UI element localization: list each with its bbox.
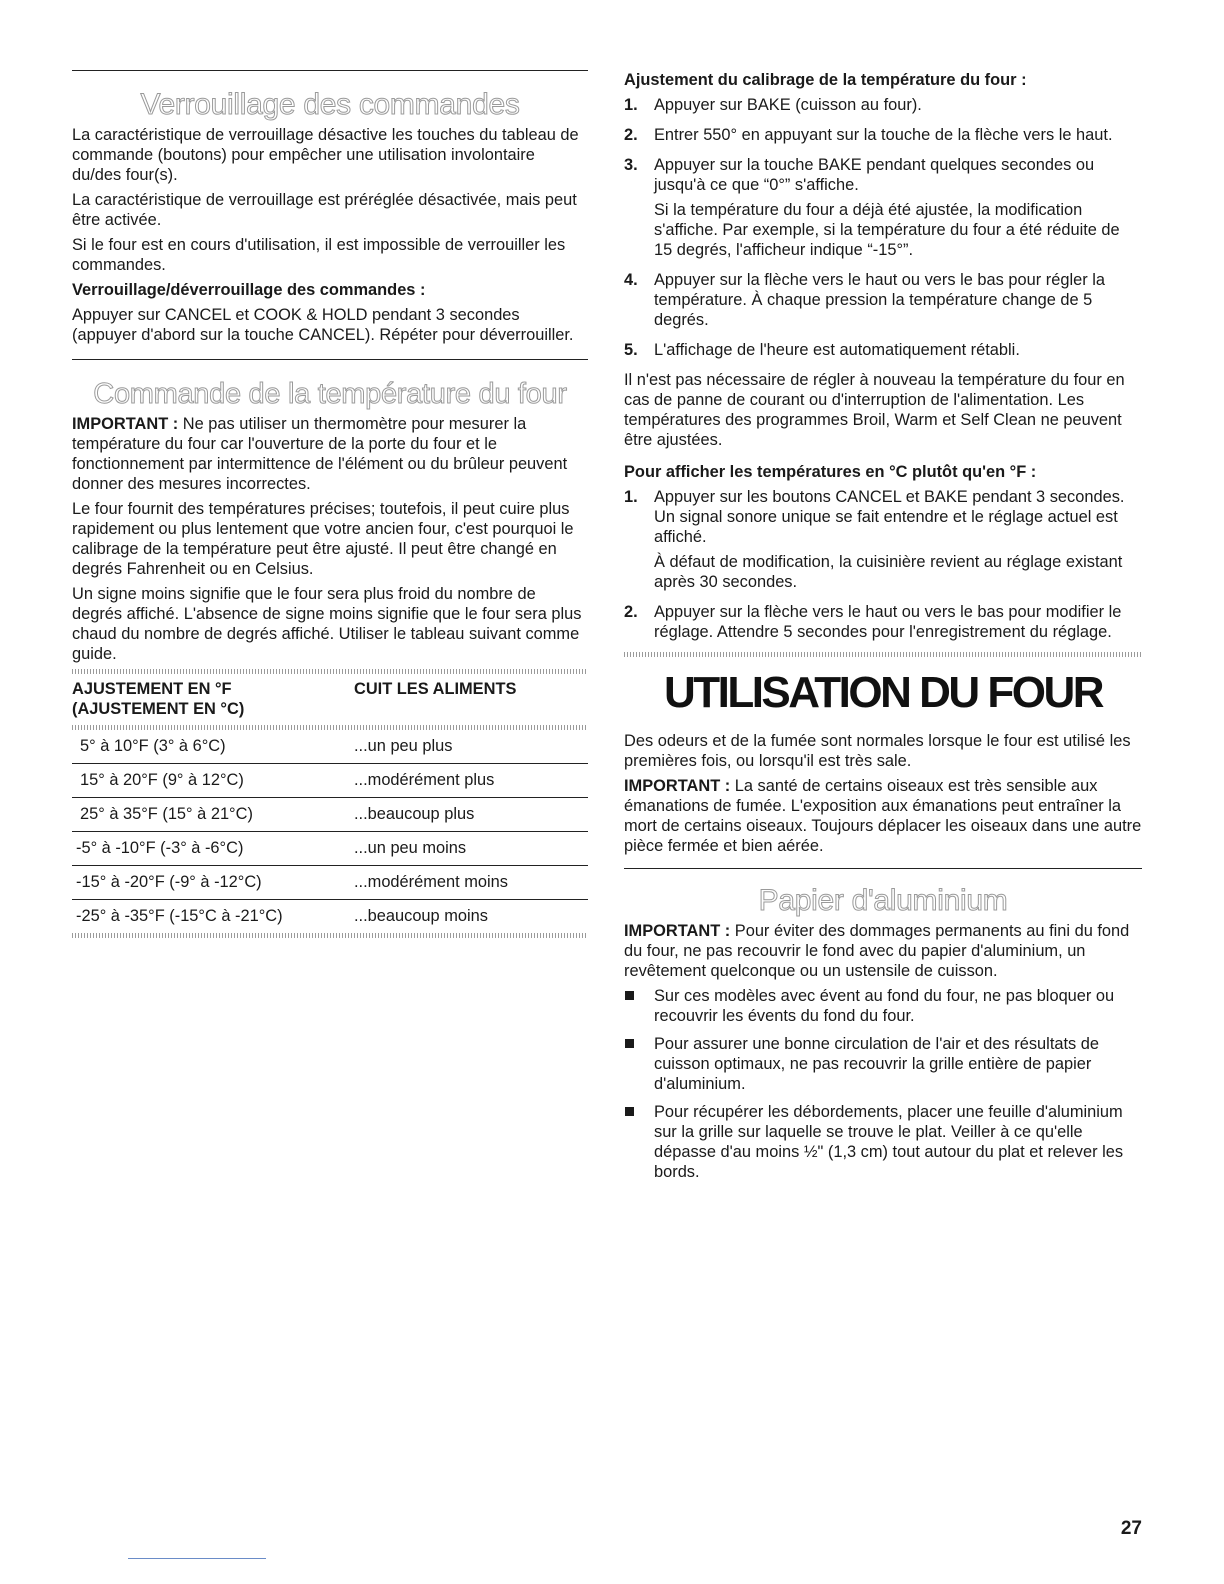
footer-line xyxy=(128,1558,266,1559)
table-body xyxy=(72,730,588,933)
paragraph: Si le four est en cours d'utilisation, il est impossible de verrouiller les commandes. xyxy=(72,236,566,274)
important-label: IMPORTANT : xyxy=(72,415,179,433)
section-divider xyxy=(72,70,588,71)
table-row: -15° à -20°F (-9° à -12°C) ...modérément moins xyxy=(72,866,588,900)
list-item: 5. L'affichage de l'heure est automatiquement rétabli. xyxy=(624,341,1020,359)
section-divider xyxy=(624,868,1142,869)
right-column xyxy=(624,70,1142,1190)
important-label: IMPORTANT : xyxy=(624,922,731,940)
section-title-temperature: Commande de la température du four xyxy=(93,378,567,410)
table-bottom-border xyxy=(72,933,588,938)
list-item: Pour récupérer les débordements, placer une feuille d'aluminium sur la grille sur laquelle se trouve le plat. Veiller à ce qu'elle dépasse d'au moins ½" (1,3 cm) tout autour du plat et relever les bords. xyxy=(624,1102,1142,1182)
table-row: 25° à 35°F (15° à 21°C) ...beaucoup plus xyxy=(72,798,588,832)
square-bullet-icon xyxy=(624,1102,654,1182)
important-paragraph: IMPORTANT : La santé de certains oiseaux est très sensible aux émanations de fumée. L'exposition aux émanations peut entraîner la mort de certains oiseaux. Toujours déplacer les oiseaux dans une autre pièce fermée et bien aérée. xyxy=(624,777,1142,855)
calibration-heading: Ajustement du calibrage de la température du four : xyxy=(624,71,1027,89)
table-header xyxy=(72,674,588,725)
paragraph: Appuyer sur CANCEL et COOK & HOLD pendant 3 secondes (appuyer d'abord sur la touche CANCEL). Répéter pour déverrouiller. xyxy=(72,306,574,344)
table-row: 5° à 10°F (3° à 6°C) ...un peu plus xyxy=(72,730,588,764)
paragraph: La caractéristique de verrouillage désactive les touches du tableau de commande (boutons) pour empêcher une utilisation involontaire du/des four(s). xyxy=(72,126,579,184)
important-label: IMPORTANT : xyxy=(624,777,731,795)
paragraph: Il n'est pas nécessaire de régler à nouveau la température du four en cas de panne de courant ou d'interruption de l'alimentation. Les températures des programmes Broil, Warm et Self Clean ne peuvent être ajustées. xyxy=(624,371,1125,449)
page-title: UTILISATION DU FOUR xyxy=(663,668,1103,717)
important-paragraph: IMPORTANT : Pour éviter des dommages permanents au fini du fond du four, ne pas recouvrir le fond avec du papier d'aluminium, un revêtement quelconque ou un ustensile de cuisson. xyxy=(624,922,1130,980)
adjustment-table xyxy=(72,669,588,938)
list-item: 1. Appuyer sur les boutons CANCEL et BAKE pendant 3 secondes. Un signal sonore unique se fait entendre et le réglage actuel est affiché. À défaut de modification, la cuisinière revient au réglage existant après 30 secondes. xyxy=(624,488,1125,591)
header-result: CUIT LES ALIMENTS xyxy=(354,680,517,698)
section-title-lock: Verrouillage des commandes xyxy=(140,88,520,121)
list-item: Pour assurer une bonne circulation de l'air et des résultats de cuisson optimaux, ne pas recouvrir la grille entière de papier d'aluminium. xyxy=(624,1034,1142,1094)
units-heading: Pour afficher les températures en °C plutôt qu'en °F : xyxy=(624,463,1037,481)
list-item: Sur ces modèles avec évent au fond du four, ne pas bloquer ou recouvrir les évents du fond du four. xyxy=(624,986,1142,1026)
left-column xyxy=(72,70,588,938)
square-bullet-icon xyxy=(624,1034,654,1094)
calibration-steps xyxy=(624,95,1142,365)
important-paragraph: IMPORTANT : Ne pas utiliser un thermomètre pour mesurer la température du four car l'ouverture de la porte du four et le fonctionnement par intermittence de l'élément ou du brûleur peuvent donner des mesures incorrectes. xyxy=(72,415,568,493)
foil-bullets xyxy=(624,986,1142,1182)
paragraph: Un signe moins signifie que le four sera plus froid du nombre de degrés affiché. L'absence de signe moins signifie que le four sera plus chaud du nombre de degrés affiché. Utiliser le tableau suivant comme guide. xyxy=(72,585,582,663)
paragraph: La caractéristique de verrouillage est préréglée désactivée, mais peut être activée. xyxy=(72,191,577,229)
table-row: -5° à -10°F (-3° à -6°C) ...un peu moins xyxy=(72,832,588,866)
list-item: 3. Appuyer sur la touche BAKE pendant quelques secondes ou jusqu'à ce que “0°” s'affiche. Si la température du four a déjà été ajustée, la modification s'affiche. Par exemple, si la température du four a été réduite de 15 degrés, l'afficheur indique “-15°”. xyxy=(624,156,1120,259)
list-item: 4. Appuyer sur la flèche vers le haut ou vers le bas pour régler la température. À chaque pression la température change de 5 degrés. xyxy=(624,271,1105,329)
units-steps xyxy=(624,487,1142,647)
section-title-foil: Papier d'aluminium xyxy=(758,884,1008,917)
list-item: 2. Appuyer sur la flèche vers le haut ou vers le bas pour modifier le réglage. Attendre 5 secondes pour l'enregistrement du réglage. xyxy=(624,603,1122,641)
table-row: 15° à 20°F (9° à 12°C) ...modérément plus xyxy=(72,764,588,798)
paragraph: Des odeurs et de la fumée sont normales lorsque le four est utilisé les premières fois, ou lorsqu'il est très sale. xyxy=(624,732,1131,770)
list-item: 1. Appuyer sur BAKE (cuisson au four). xyxy=(624,96,922,114)
header-adjustment: AJUSTEMENT EN °F (AJUSTEMENT EN °C) xyxy=(72,680,245,718)
paragraph: Le four fournit des températures précises; toutefois, il peut cuire plus rapidement ou plus lentement que votre ancien four, c'est pourquoi le calibrage de la température peut être ajusté. Il peut être changé en degrés Fahrenheit ou en Celsius. xyxy=(72,500,574,578)
table-row: -25° à -35°F (-15°C à -21°C) ...beaucoup moins xyxy=(76,907,488,925)
section-divider-dotted xyxy=(624,652,1142,657)
square-bullet-icon xyxy=(624,986,654,1026)
subheading: Verrouillage/déverrouillage des commandes : xyxy=(72,281,426,299)
list-item: 2. Entrer 550° en appuyant sur la touche de la flèche vers le haut. xyxy=(624,126,1113,144)
page-number: 27 xyxy=(1120,1518,1142,1539)
section-divider xyxy=(72,359,588,360)
